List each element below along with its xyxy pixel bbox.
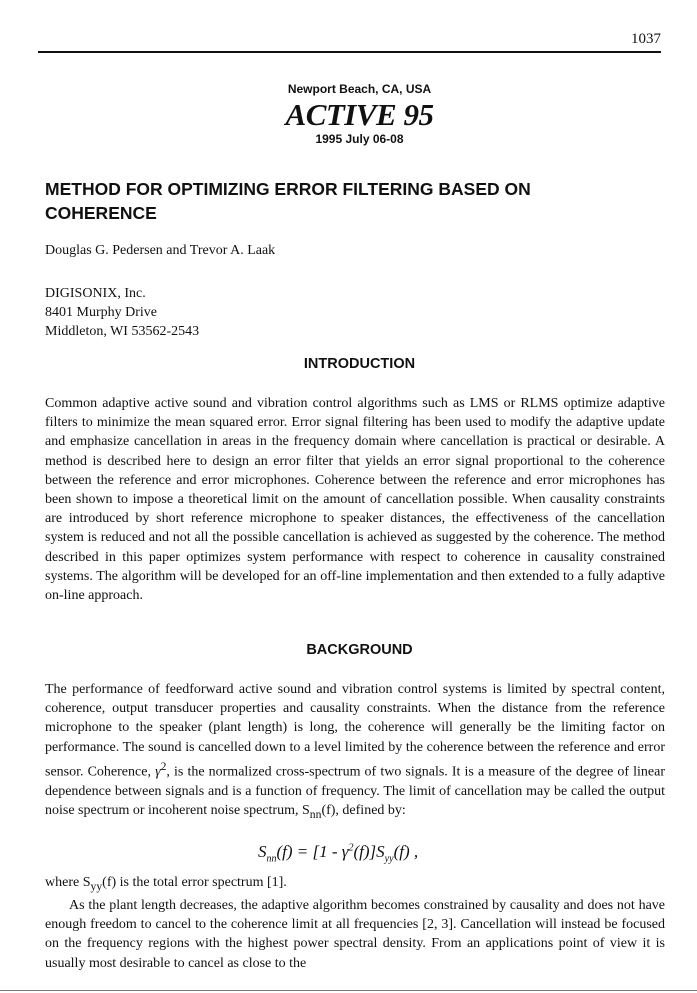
equation-lhs-subscript: nn xyxy=(266,853,277,865)
gamma-symbol: γ xyxy=(155,764,161,780)
conference-location: Newport Beach, CA, USA xyxy=(287,82,432,96)
equation-output-noise xyxy=(258,842,418,864)
equation-mid: (f)]S xyxy=(353,842,385,861)
snn-tail: (f), defined by: xyxy=(321,802,406,818)
where-prefix: where S xyxy=(45,875,91,890)
equation-gamma-superscript: 2 xyxy=(348,842,354,854)
introduction-heading: INTRODUCTION xyxy=(303,356,416,372)
header-rule xyxy=(38,51,661,53)
where-text: (f) is the total error spectrum [1]. xyxy=(102,875,287,890)
conference-date: 1995 July 06-08 xyxy=(315,132,404,146)
equation-lhs-symbol: S xyxy=(258,842,267,861)
equation-rhs-subscript: yy xyxy=(384,853,394,865)
affiliation xyxy=(45,284,199,341)
authors: Douglas G. Pedersen and Trevor A. Laak xyxy=(45,243,276,258)
snn-symbol: S xyxy=(301,802,310,818)
background-text-part2: , is the normalized cross-spectrum of two signals. It is a measure of the degree of linear dependence between signals and is a function of frequency. The limit of cancellation may be called the output noise spectrum or incoherent noise spectrum, xyxy=(45,764,665,818)
snn-subscript: nn xyxy=(309,807,322,821)
paper-title: METHOD FOR OPTIMIZING ERROR FILTERING BASED ON COHERENCE xyxy=(45,179,531,223)
background-continuation xyxy=(45,873,665,973)
bottom-rule xyxy=(0,990,697,991)
background-paragraph-2: As the plant length decreases, the adaptive algorithm becomes constrained by causality and does not have enough freedom to cancel to the coherence limit at all frequencies [2, 3]. Cancellation will instead be focused on the frequency regions with the highest power spectral density. From an applications point of view it is usually most desirable to cancel as close to the xyxy=(45,898,665,971)
page-number: 1037 xyxy=(631,31,661,47)
conference-name: ACTIVE 95 xyxy=(285,97,434,132)
affiliation-street: 8401 Murphy Drive xyxy=(45,305,157,320)
gamma-superscript: 2 xyxy=(160,759,167,773)
where-subscript: yy xyxy=(90,879,103,893)
equation-lhs-arg: (f) = [1 - γ xyxy=(276,842,349,861)
equation-rhs-tail: (f) , xyxy=(393,842,419,861)
affiliation-city: Middleton, WI 53562-2543 xyxy=(45,324,200,339)
background-heading: BACKGROUND xyxy=(306,642,413,658)
affiliation-org: DIGISONIX, Inc. xyxy=(45,286,146,301)
background-text-part1: The performance of feedforward active sound and vibration control systems is limited by spectral content, coherence, output transducer properties and causality constraints. When the distance from the reference microphone to the speaker (plant length) is long, the coherence will generally be the limiting factor on performance. The sound is cancelled down to a level limited by the coherence between the reference and error sensor. Coherence, xyxy=(45,682,665,780)
introduction-text: Common adaptive active sound and vibration control algorithms such as LMS or RLMS optimize adaptive filters to minimize the mean squared error. Error signal filtering has been used to modify the adaptive update and emphasize cancellation in areas in the frequency domain where cancellation is practical or desirable. A method is described here to design an error filter that yields an error signal proportional to the coherence between the reference and error microphones. Coherence between the reference and error microphones has been shown to impose a theoretical limit on the amount of cancellation possible. When causality constraints are introduced by short reference microphone to speaker distances, the effectiveness of the cancellation system is reduced and not all the possible cancellation is achieved as suggested by the coherence. The method described in this paper optimizes system performance with respect to coherence in causality constrained systems. The algorithm will be developed for an off-line implementation and then extended to a fully adaptive on-line approach. xyxy=(45,396,665,604)
conference-block xyxy=(22,82,697,146)
background-text xyxy=(45,680,665,824)
where-line xyxy=(45,875,287,893)
